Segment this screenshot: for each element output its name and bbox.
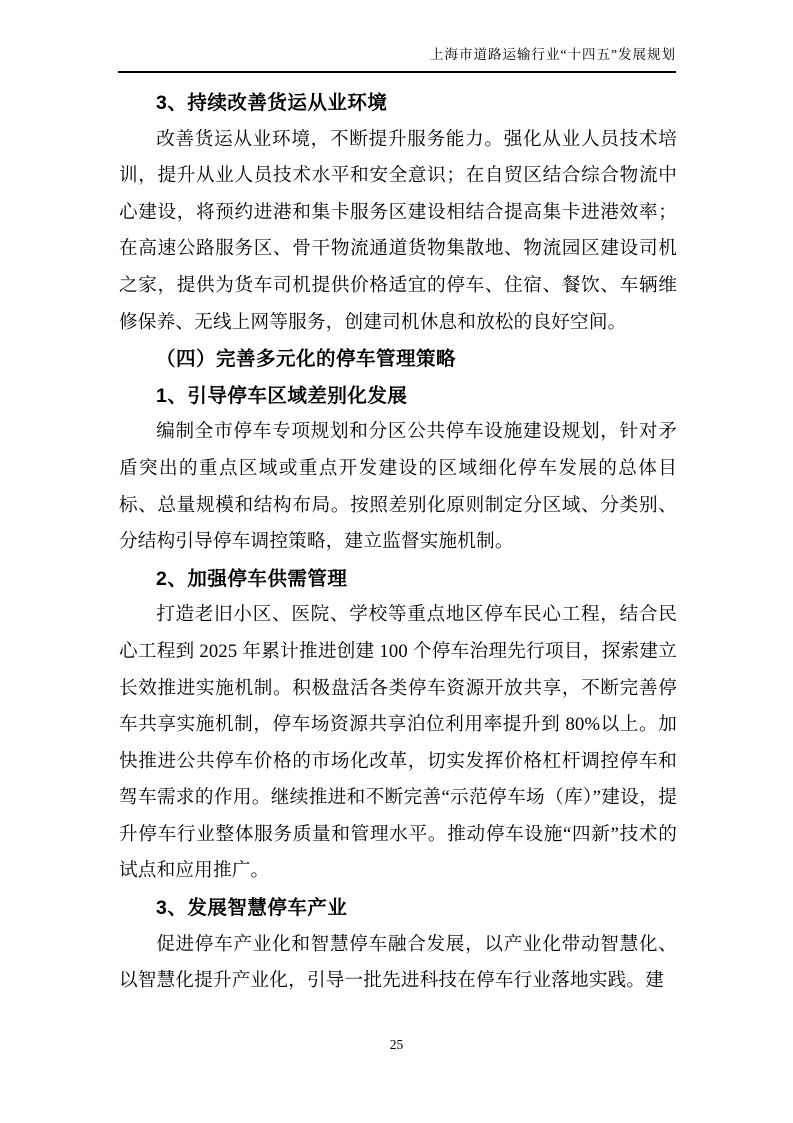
- body-paragraph: 改善货运从业环境，不断提升服务能力。强化从业人员技术培训，提升从业人员技术水平和安全意识；在自贸区结合综合物流中心建设，将预约进港和集卡服务区建设相结合提高集卡进港效率；在高速公路服务区、骨干物流通道货物集散地、物流园区建设司机之家，提供为货车司机提供价格适宜的停车、住宿、餐饮、车辆维修保养、无线上网等服务，创建司机休息和放松的良好空间。: [119, 128, 677, 333]
- chapter-heading: （四）完善多元化的停车管理策略: [156, 348, 457, 371]
- body-paragraph: 促进停车产业化和智慧停车融合发展，以产业化带动智慧化、以智慧化提升产业化，引导一批先进科技在停车行业落地实践。建: [119, 933, 677, 992]
- section-heading: 1、引导停车区域差别化发展: [156, 384, 408, 407]
- document-body: [119, 85, 677, 1000]
- page-header: [118, 46, 676, 73]
- page-number: 25: [389, 1037, 404, 1052]
- body-paragraph: 打造老旧小区、医院、学校等重点地区停车民心工程，结合民心工程到 2025 年累计推进创建 100 个停车治理先行项目，探索建立长效推进实施机制。积极盘活各类停车资源开放共享，不断完善停车共享实施机制，停车场资源共享泊位利用率提升到 80%以上。加快推进公共停车价格的市场化改革，切实发挥价格杠杆调控停车和驾车需求的作用。继续推进和不断完善“示范停车场（库）”建设，提升停车行业整体服务质量和管理水平。推动停车设施“四新”技术的试点和应用推广。: [119, 604, 677, 882]
- section-heading: 3、发展智慧停车产业: [156, 897, 348, 920]
- section-heading: 3、持续改善货运从业环境: [156, 92, 388, 114]
- section-heading: 2、加强停车供需管理: [156, 567, 348, 590]
- body-paragraph: 编制全市停车专项规划和分区公共停车设施建设规划，针对矛盾突出的重点区域或重点开发建设的区域细化停车发展的总体目标、总量规模和结构布局。按照差别化原则制定分区域、分类别、分结构引导停车调控策略，建立监督实施机制。: [119, 421, 677, 553]
- page-footer: [0, 1036, 793, 1054]
- header-title: 上海市道路运输行业“十四五”发展规划: [430, 47, 676, 62]
